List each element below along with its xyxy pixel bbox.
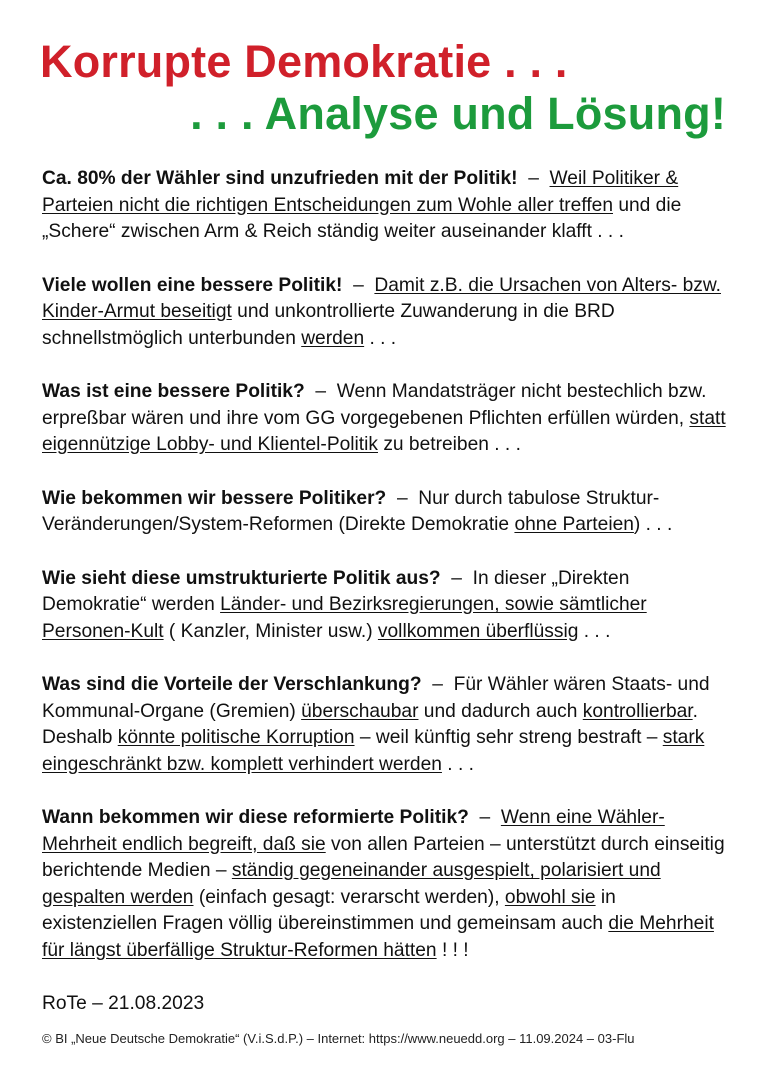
dash: – <box>432 674 443 695</box>
underlined-text: Wenn eine Wähler-Mehrheit endlich begreift, daß sie <box>42 807 665 855</box>
paragraph-5 <box>42 566 732 646</box>
paragraph-6 <box>42 672 732 778</box>
answer-text: Wenn Mandatsträger nicht bestechlich bzw. erpreßbar wären und ihre vom GG vorgegebenen Pflichten erfüllen würden, <box>42 381 707 429</box>
underlined-text: kontrollierbar <box>582 700 693 722</box>
answer-text: (einfach gesagt: verarscht werden), <box>193 886 505 908</box>
footer-text: © BI „Neue Deutsche Demokratie“ (V.i.S.d.P.) – Internet: https://www.neuedd.org – 11.09.2024 – 03-Flu <box>42 1031 635 1046</box>
answer-text: Für Wähler wären Staats- und Kommunal-Organe (Gremien) <box>42 674 710 722</box>
signature: RoTe – 21.08.2023 <box>42 993 205 1014</box>
answer-text: . . . <box>441 753 474 775</box>
answer-text: zu betreiben . . . <box>378 434 521 455</box>
answer-text: in existenziellen Fragen völlig übereinstimmen und gemeinsam auch <box>42 886 616 934</box>
answer-text: Nur durch tabulose Struktur-Veränderungen/System-Reformen (Direkte Demokratie <box>42 487 660 535</box>
answer-text: In dieser „Direkten Demokratie“ werden <box>42 567 630 615</box>
title-line-1: Korrupte Demokratie . . . <box>40 36 568 87</box>
underlined-text: werden <box>301 327 365 349</box>
paragraph-7 <box>42 805 732 964</box>
underlined-text: ständig gegeneinander ausgespielt, polarisiert und gespalten werden <box>42 860 661 908</box>
underlined-text: Damit z.B. die Ursachen von Alters- bzw. Kinder-Armut beseitigt <box>42 274 721 322</box>
underlined-text: ohne Parteien <box>514 514 634 535</box>
question: Wann bekommen wir diese reformierte Politik? <box>42 807 469 828</box>
underlined-text: vollkommen überflüssig <box>377 620 579 642</box>
question: Ca. 80% der Wähler sind unzufrieden mit der Politik! <box>42 168 518 189</box>
dash: – <box>451 567 462 589</box>
answer-text: ! ! ! <box>436 939 469 961</box>
dash: – <box>353 274 364 296</box>
underlined-text: stark eingeschränkt bzw. komplett verhindert werden <box>42 727 705 775</box>
answer-text: . . . <box>578 620 611 642</box>
question: Wie sieht diese umstrukturierte Politik aus? <box>42 567 441 589</box>
paragraph-3 <box>42 379 732 459</box>
paragraph-2 <box>42 273 732 353</box>
document-body <box>42 166 732 1045</box>
underlined-text: Länder- und Bezirksregierungen, sowie sämtlicher Personen-Kult <box>42 594 647 642</box>
answer-text: und unkontrollierte Zuwanderung in die BRD schnellstmöglich unterbunden <box>42 301 615 349</box>
answer-text: und die „Schere“ zwischen Arm & Reich ständig weiter auseinander klafft . . . <box>42 194 682 242</box>
question: Was sind die Vorteile der Verschlankung? <box>42 674 422 695</box>
answer-text: ( Kanzler, Minister usw.) <box>163 620 378 642</box>
dash: – <box>396 487 408 509</box>
answer-text: . . . <box>364 327 397 349</box>
underlined-text: statt eigennützige Lobby- und Klientel-Politik <box>42 407 726 455</box>
answer-text: – weil künftig sehr streng bestraft – <box>354 727 663 748</box>
paragraph-1 <box>42 166 732 246</box>
answer-text: ) . . . <box>633 514 673 535</box>
question: Viele wollen eine bessere Politik! <box>42 274 343 296</box>
answer-text: und dadurch auch <box>418 700 583 722</box>
underlined-text: obwohl sie <box>504 886 596 908</box>
underlined-text: die Mehrheit für längst überfällige Struktur-Reformen hätten <box>42 913 714 961</box>
dash: – <box>528 168 539 189</box>
dash: – <box>315 381 327 402</box>
underlined-text: könnte politische Korruption <box>117 727 355 748</box>
dash: – <box>479 807 491 828</box>
question: Was ist eine bessere Politik? <box>42 381 305 402</box>
underlined-text: Weil Politiker & Parteien nicht die richtigen Entscheidungen zum Wohle aller treffen <box>42 168 679 216</box>
question: Wie bekommen wir bessere Politiker? <box>42 487 387 509</box>
underlined-text: überschaubar <box>301 700 419 722</box>
title-line-2: . . . Analyse und Lösung! <box>190 88 726 139</box>
answer-text: von allen Parteien – unterstützt durch einseitig berichtende Medien – <box>42 833 725 881</box>
paragraph-4 <box>42 486 732 539</box>
answer-text: . Deshalb <box>42 700 698 748</box>
